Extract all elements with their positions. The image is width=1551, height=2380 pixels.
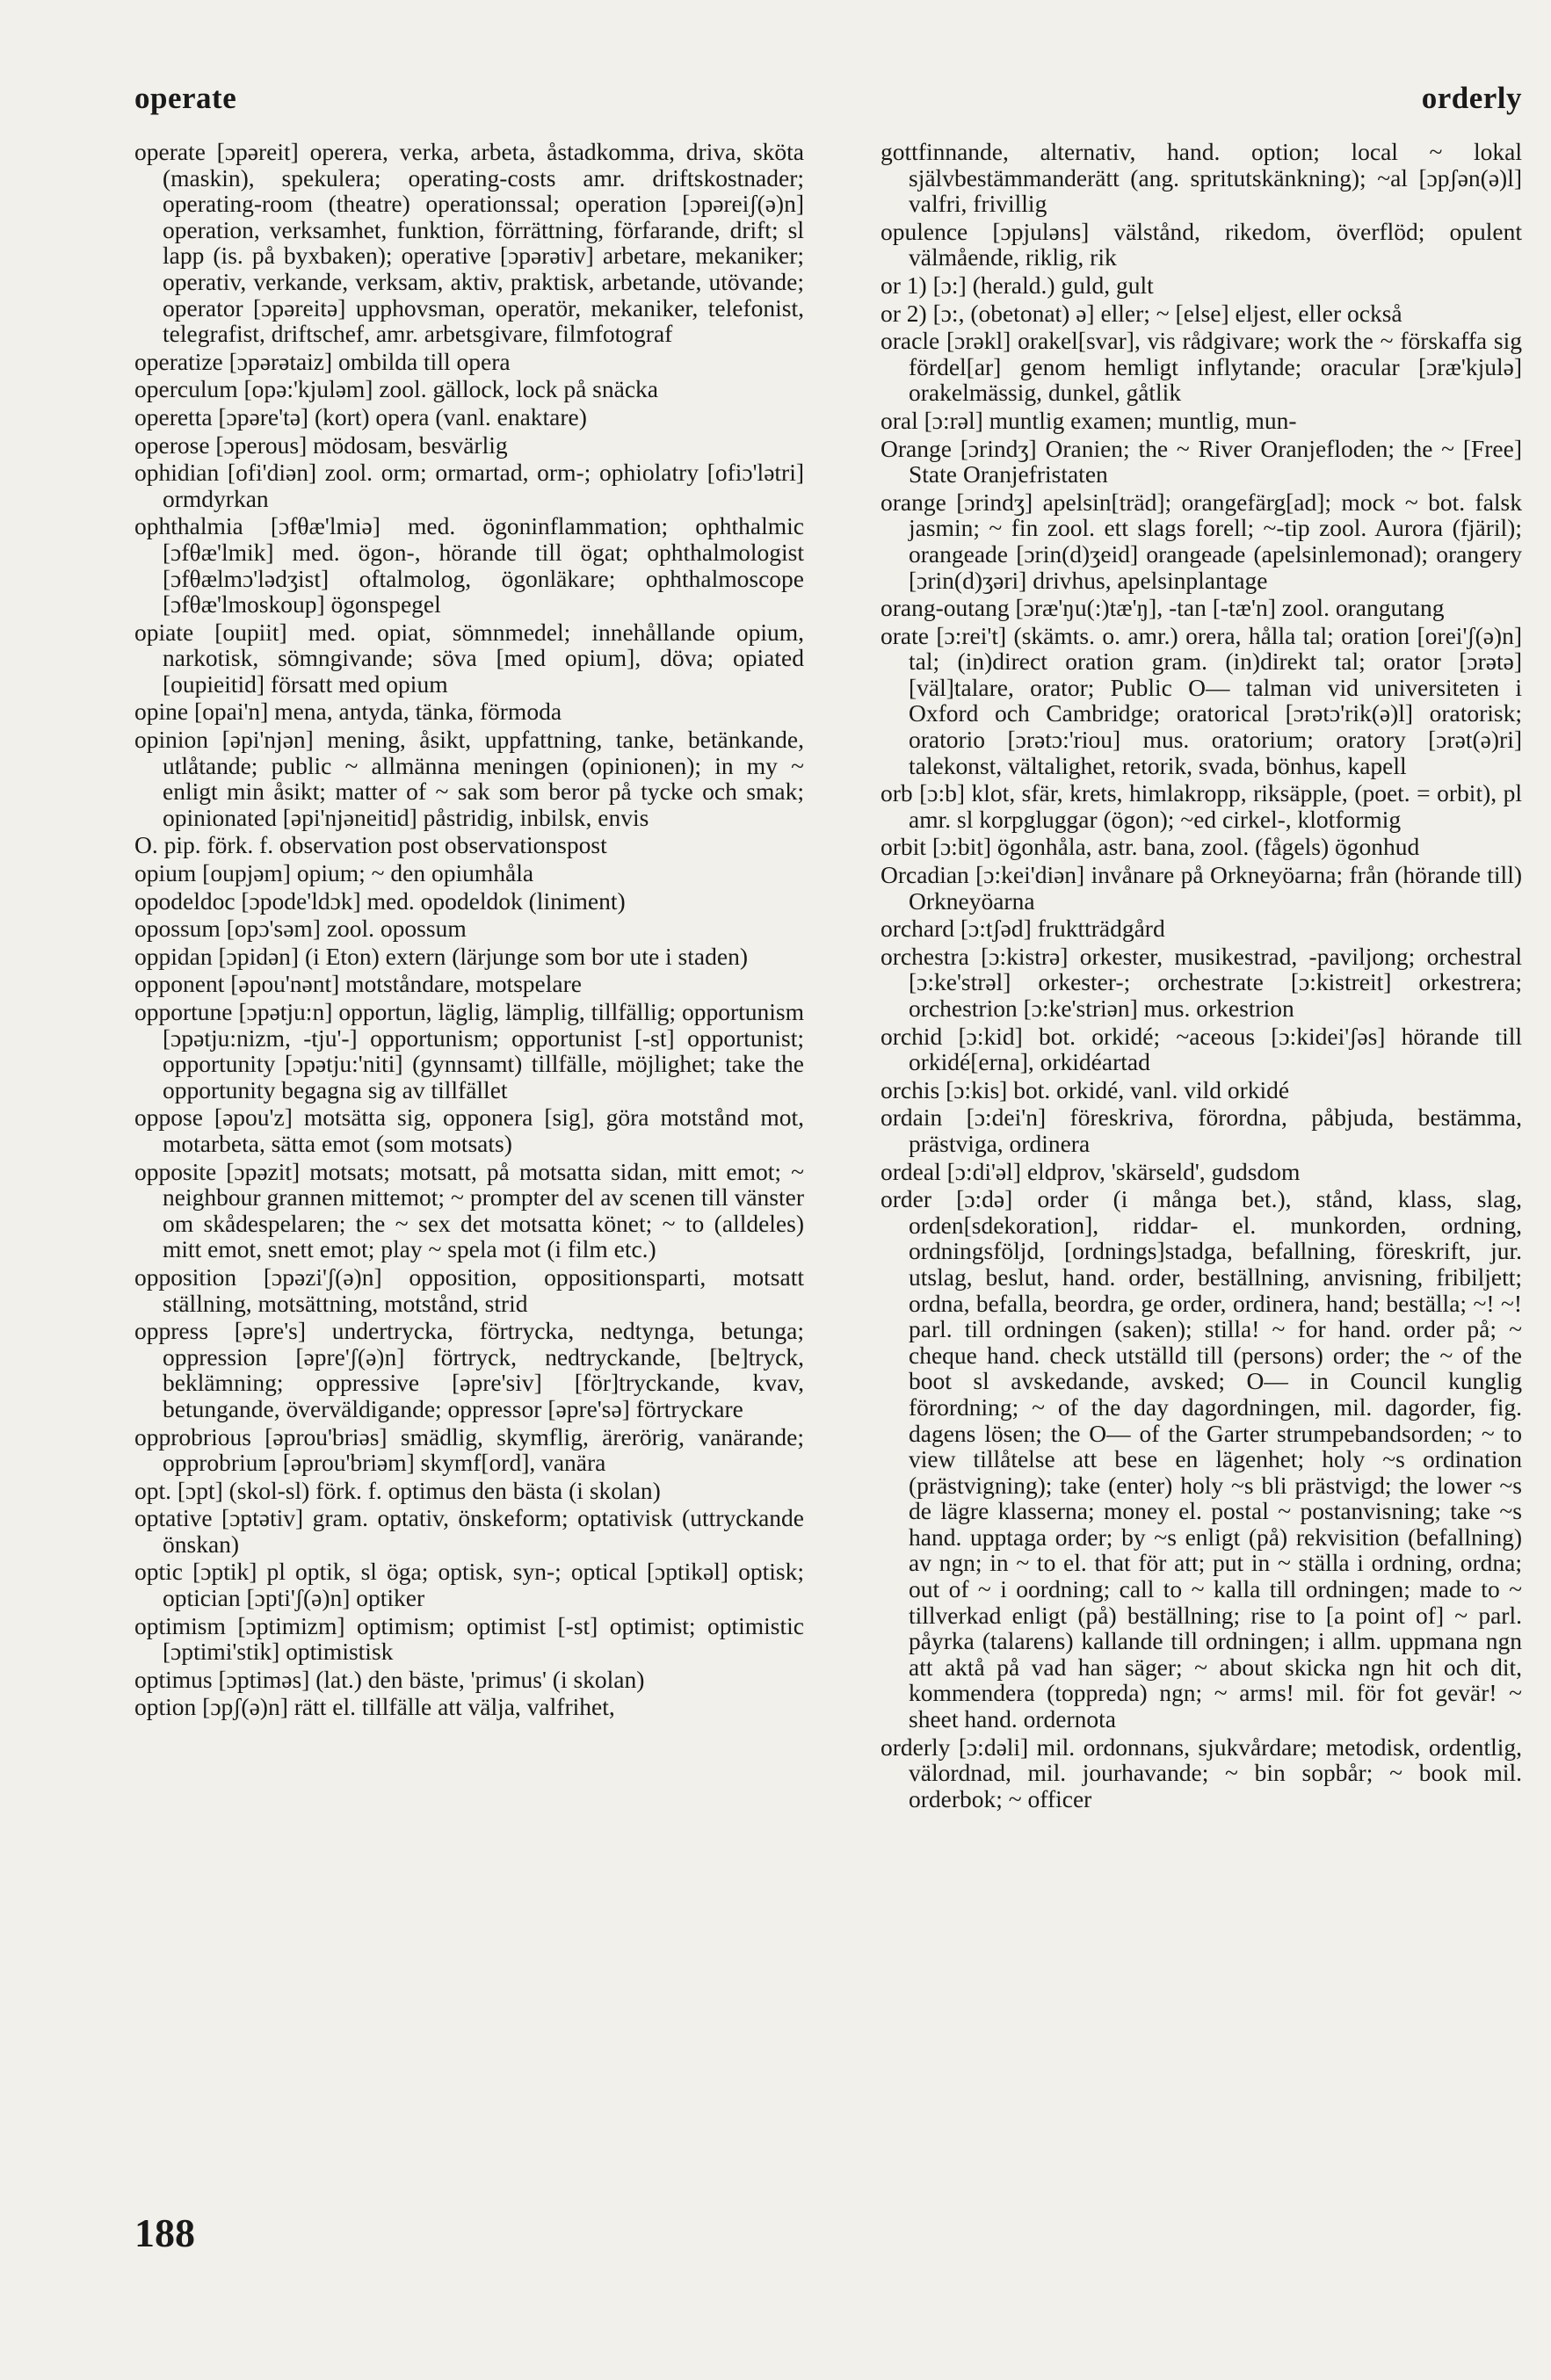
dictionary-entry: order [ɔ:də] order (i många bet.), stånd, klass, slag, orden[sdekoration], riddar- el. munkorden, ordning, ordningsföljd, [ordnings]stadga, befallning, föreskrift, jur. utslag, beslut, hand. order, beställning, anvisning, fribiljett; ordna, befalla, beordra, ge order, ordinera, hand; beställa; ~! ~! parl. till ordningen (saken); stilla! ~ for hand. order på; ~ cheque hand. check utställd till (persons) order; the ~ of the boot sl avskedande, avsked; O— in Council kunglig förordning; ~ of the day dagordningen, mil. dagorder, fig. dagens lösen; the O— of the Garter strumpebandsorden; ~ to view tillåtelse att bese en lägenhet; holy ~s ordination (prästvigning); take (enter) holy ~s bli prästvigd; the lower ~s de lägre klasserna; money el. postal ~ postanvisning; take ~s hand. upptaga order; by ~s enligt (på) rekvisition (befallning) av ngn; in ~ to el. that för att; put in ~ ställa i ordning, ordna; out of ~ i oordning; call to ~ kalla till ordningen; made to ~ tillverkad enligt (på) beställning; rise to [a point of] ~ parl. påyrka (talarens) kallande till ordningen; i allm. uppmana ngn att aktå på vad han säger; ~ about skicka ngn hit och dit, kommendera (toppreda) ngn; ~ arms! mil. för fot gevär! ~ sheet hand. ordernota bbox=[881, 1185, 1522, 1733]
dictionary-entry: orate [ɔ:rei't] (skämts. o. amr.) orera, hålla tal; oration [orei'ʃ(ə)n] tal; (in)direct oration gram. (in)direkt tal; orator [ɔrətə] [väl]talare, orator; Public O— talman vid universiteten i Oxford och Cambridge; oratorical [ɔrətɔ'rik(ə)l] oratorisk; oratorio [ɔrətɔ:'riou] mus. oratorium; oratory [ɔrət(ə)ri] talekonst, vältalighet, retorik, svada, bönhus, kapell bbox=[881, 621, 1522, 779]
page-number: 188 bbox=[134, 2210, 195, 2255]
dictionary-entry: opiate [oupiit] med. opiat, sömnmedel; innehållande opium, narkotisk, sömngivande; söva [med opium], döva; opiated [oupieitid] försatt med opium bbox=[134, 618, 804, 698]
dictionary-entry: optic [ɔptik] pl optik, sl öga; optisk, syn-; optical [ɔptikəl] optisk; optician [ɔpti'ʃ(ə)n] optiker bbox=[134, 1558, 804, 1612]
dictionary-entry: ordain [ɔ:dei'n] föreskriva, förordna, påbjuda, bestämma, prästviga, ordinera bbox=[881, 1103, 1522, 1157]
dictionary-entry: operose [ɔperous] mödosam, besvärlig bbox=[134, 430, 508, 459]
dictionary-entry: operetta [ɔpəre'tə] (kort) opera (vanl. enaktare) bbox=[134, 402, 587, 430]
dictionary-entry: opinion [əpi'njən] mening, åsikt, uppfattning, tanke, betänkande, utlåtande; public ~ allmänna meningen (opinionen); in my ~ enligt min åsikt; matter of ~ sak som beror på tycke och smak; opinionated [əpi'njəneitid] påstridig, inbilsk, envis bbox=[134, 726, 804, 831]
dictionary-entry: opium [oupjəm] opium; ~ den opiumhåla bbox=[134, 859, 534, 887]
dictionary-entry: opposition [ɔpəzi'ʃ(ə)n] opposition, oppositionsparti, motsatt ställning, motsättning, motstånd, strid bbox=[134, 1262, 804, 1317]
dictionary-entry: opportune [ɔpətju:n] opportun, läglig, lämplig, tillfällig; opportunism [ɔpətju:nizm, -tju'-] opportunism; opportunist [-st] opportunist; opportunity [ɔpətju:'niti] (gynnsamt) tillfälle, möjlighet; take the opportunity begagna sig av tillfället bbox=[134, 998, 804, 1103]
dictionary-entry: orchid [ɔ:kid] bot. orkidé; ~aceous [ɔ:kidei'ʃəs] hörande till orkidé[erna], orkidéartad bbox=[881, 1022, 1522, 1076]
dictionary-entry: orchard [ɔ:tʃəd] fruktträdgård bbox=[881, 915, 1165, 943]
left-column bbox=[134, 139, 804, 1722]
dictionary-entry: or 1) [ɔ:] (herald.) guld, gult bbox=[881, 271, 1154, 299]
dictionary-entry: opt. [ɔpt] (skol-sl) förk. f. optimus den bästa (i skolan) bbox=[134, 1476, 661, 1504]
dictionary-entry: opprobrious [əprou'briəs] smädlig, skymflig, ärerörig, vanärande; opprobrium [əprou'briəm] skymf[ord], vanära bbox=[134, 1422, 804, 1477]
dictionary-entry: orbit [ɔ:bit] ögonhåla, astr. bana, zool. (fågels) ögonhud bbox=[881, 833, 1420, 861]
dictionary-entry: orderly [ɔ:dəli] mil. ordonnans, sjukvårdare; metodisk, ordentlig, välordnad, mil. jourhavande; ~ bin sopbår; ~ book mil. orderbok; ~ officer bbox=[881, 1733, 1522, 1812]
dictionary-entry: oppidan [ɔpidən] (i Eton) extern (lärjunge som bor ute i staden) bbox=[134, 942, 748, 970]
dictionary-entry: operatize [ɔpərətaiz] ombilda till opera bbox=[134, 347, 511, 375]
dictionary-entry: orb [ɔ:b] klot, sfär, krets, himlakropp, riksäpple, (poet. = orbit), pl amr. sl korpgluggar (ögon); ~ed cirkel-, klotformig bbox=[881, 779, 1522, 833]
dictionary-entry: ordeal [ɔ:di'əl] eldprov, 'skärseld', gudsdom bbox=[881, 1157, 1301, 1185]
dictionary-entry: ophidian [ofi'diən] zool. orm; ormartad, orm-; ophiolatry [ofiɔ'lətri] ormdyrkan bbox=[134, 459, 804, 512]
dictionary-entry: Orcadian [ɔ:kei'diən] invånare på Orkneyöarna; från (hörande till) Orkneyöarna bbox=[881, 861, 1522, 915]
dictionary-entry: orchis [ɔ:kis] bot. orkidé, vanl. vild orkidé bbox=[881, 1075, 1290, 1103]
dictionary-entry: oppress [əpre's] undertrycka, förtrycka, nedtynga, betunga; oppression [əpre'ʃ(ə)n] förtryck, nedtryckande, [be]tryck, beklämning; oppressive [əpre'siv] [för]tryckande, kvav, betungande, överväldigande; oppressor [əpre'sə] förtryckare bbox=[134, 1317, 804, 1422]
running-head-left: operate bbox=[134, 81, 237, 115]
dictionary-entry: orchestra [ɔ:kistrə] orkester, musikestrad, -paviljong; orchestral [ɔ:ke'strəl] orkester-; orchestrate [ɔ:kistreit] orkestrera; orchestrion [ɔ:ke'striən] mus. orkestrion bbox=[881, 942, 1522, 1022]
dictionary-entry: oracle [ɔrəkl] orakel[svar], vis rådgivare; work the ~ förskaffa sig fördel[ar] genom hemligt inflytande; oracular [ɔræ'kjulə] orakelmässig, dunkel, gåtlik bbox=[881, 327, 1522, 407]
dictionary-entry: oral [ɔ:rəl] muntlig examen; muntlig, mun- bbox=[881, 406, 1297, 434]
dictionary-entry: operculum [opə:'kjuləm] zool. gällock, lock på snäcka bbox=[134, 375, 659, 403]
dictionary-entry: optimus [ɔptiməs] (lat.) den bäste, 'primus' (i skolan) bbox=[134, 1665, 645, 1693]
dictionary-entry: Orange [ɔrindʒ] Oranien; the ~ River Oranjefloden; the ~ [Free] State Oranjefristaten bbox=[881, 434, 1522, 488]
dictionary-entry: optimism [ɔptimizm] optimism; optimist [-st] optimist; optimistic [ɔptimi'stik] optimistisk bbox=[134, 1611, 804, 1666]
dictionary-entry: O. pip. förk. f. observation post observationspost bbox=[134, 831, 607, 859]
running-head-right: orderly bbox=[1421, 81, 1522, 115]
dictionary-entry: opulence [ɔpjuləns] välstånd, rikedom, överflöd; opulent välmående, riklig, rik bbox=[881, 217, 1522, 271]
dictionary-entry: opine [opai'n] mena, antyda, tänka, förmoda bbox=[134, 698, 562, 726]
dictionary-entry: operate [ɔpəreit] operera, verka, arbeta, åstadkomma, driva, sköta (maskin), spekulera; operating-costs amr. driftskostnader; operating-room (theatre) operationssal; operation [ɔpəreiʃ(ə)n] operation, verksamhet, funktion, förrättning, förfarande, drift; sl lapp (is. på byxbaken); operative [ɔpərətiv] arbetare, mekaniker; operativ, verkande, verksam, aktiv, praktisk, arbetande, utövande; operator [ɔpəreitə] upphovsman, operatör, mekaniker, telefonist, telegrafist, driftschef, amr. arbetsgivare, filmfotograf bbox=[134, 138, 804, 348]
dictionary-entry: orang-outang [ɔræ'ŋu(:)tæ'ŋ], -tan [-tæ'n] zool. orangutang bbox=[881, 594, 1445, 622]
dictionary-entry: or 2) [ɔ:, (obetonat) ə] eller; ~ [else] eljest, eller också bbox=[881, 299, 1402, 327]
dictionary-entry: gottfinnande, alternativ, hand. option; local ~ lokal självbestämmanderätt (ang. spritutskänkning); ~al [ɔpʃən(ə)l] valfri, frivillig bbox=[881, 138, 1522, 218]
dictionary-entry: oppose [əpou'z] motsätta sig, opponera [sig], göra motstånd mot, motarbeta, sätta emot (som motsats) bbox=[134, 1103, 804, 1157]
dictionary-entry: opponent [əpou'nənt] motståndare, motspelare bbox=[134, 970, 582, 998]
dictionary-entry: ophthalmia [ɔfθæ'lmiə] med. ögoninflammation; ophthalmic [ɔfθæ'lmik] med. ögon-, hörande till ögat; ophthalmologist [ɔfθælmɔ'lədʒist] oftalmolog, ögonläkare; ophthalmoscope [ɔfθæ'lmoskoup] ögonspegel bbox=[134, 512, 804, 619]
dictionary-entry: option [ɔpʃ(ə)n] rätt el. tillfälle att välja, valfrihet, bbox=[134, 1693, 615, 1721]
dictionary-entry: opodeldoc [ɔpode'ldɔk] med. opodeldok (liniment) bbox=[134, 886, 626, 915]
right-column bbox=[881, 139, 1522, 1813]
dictionary-entry: optative [ɔptətiv] gram. optativ, önskeform; optativisk (uttryckande önskan) bbox=[134, 1504, 804, 1558]
dictionary-entry: opposite [ɔpəzit] motsats; motsatt, på motsatta sidan, mitt emot; ~ neighbour grannen mittemot; ~ prompter del av scenen till vänster om skådespelaren; the ~ sex det motsatta könet; ~ to (alldeles) mitt emot, snett emot; play ~ spela mot (i film etc.) bbox=[134, 1157, 804, 1263]
dictionary-entry: orange [ɔrindʒ] apelsin[träd]; orangefärg[ad]; mock ~ bot. falsk jasmin; ~ fin zool. ett slags forell; ~-tip zool. Aurora (fjäril); orangeade [ɔrin(d)ʒeid] orangeade (apelsinlemonad); orangery [ɔrin(d)ʒəri] drivhus, apelsinplantage bbox=[881, 488, 1522, 594]
dictionary-entry: opossum [opɔ'səm] zool. opossum bbox=[134, 915, 467, 943]
